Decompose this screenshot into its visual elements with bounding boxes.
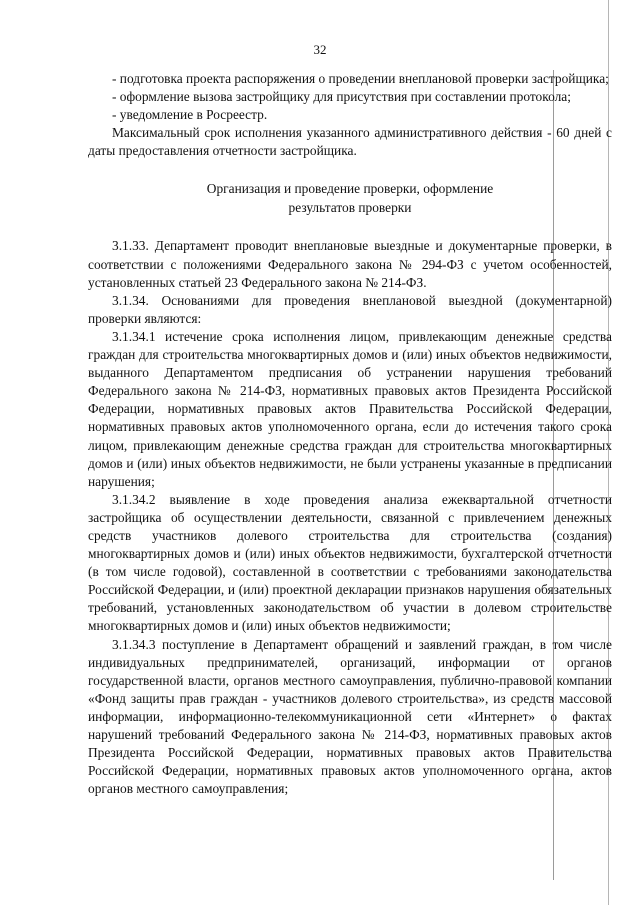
paragraph: 3.1.33. Департамент проводит внеплановые выездные и документарные проверки, в соответствии с положениями Федерального закона № 294-ФЗ с учетом особенностей, установленных статьей 23 Федерального закона № 214-ФЗ.: [88, 238, 612, 290]
heading-line: результатов проверки: [288, 199, 412, 215]
paragraph: Максимальный срок исполнения указанного административного действия - 60 дней с даты предоставления отчетности застройщика.: [88, 125, 612, 159]
paragraph: 3.1.34.1 истечение срока исполнения лицом, привлекающим денежные средства граждан для строительства многоквартирных домов и (или) иных объектов недвижимости, выданного Департаментом предписания об устранении нарушения требований Федерального закона № 214-ФЗ, нормативных правовых актов Президента Российской Федерации, нормативных правовых актов Правительства Российской Федерации, нормативных правовых актов уполномоченного органа, если до истечения такого срока лицом, привлекающим денежные средства граждан для строительства многоквартирных домов и (или) иных объектов недвижимости, не были устранены указанные в предписании нарушения;: [88, 328, 612, 489]
paragraph: 3.1.34.2 выявление в ходе проведения анализа ежеквартальной отчетности застройщика об осуществлении деятельности, связанной с привлечением денежных средств участников долевого строительства для строительства (создания) многоквартирных домов и (или) иных объектов недвижимости, бухгалтерской отчетности (в том числе годовой), составленной в соответствии с требованиями законодательства Российской Федерации, и (или) проектной декларации признаков нарушения обязательных требований, установленных законодательством об участии в долевом строительстве многоквартирных домов и (или) иных объектов недвижимости;: [88, 491, 612, 634]
list-item: - уведомление в Росреестр.: [112, 107, 268, 123]
paragraph: 3.1.34.3 поступление в Департамент обращений и заявлений граждан, в том числе индивидуальных предпринимателей, организаций, информации от органов государственной власти, органов местного самоуправления, публично-правовой компании «Фонд защиты прав граждан - участников долевого строительства», из средств массовой информации, информационно-телекоммуникационной сети «Интернет» о фактах нарушений требований Федерального закона № 214-ФЗ, нормативных правовых актов Президента Российской Федерации, нормативных правовых актов Правительства Российской Федерации, нормативных правовых актов уполномоченного органа, актов органов местного самоуправления;: [88, 636, 612, 797]
paragraph: 3.1.34. Основаниями для проведения внеплановой выездной (документарной) проверки являются:: [88, 292, 612, 326]
document-body: [88, 70, 612, 798]
list-item: - подготовка проекта распоряжения о проведении внеплановой проверки застройщика;: [112, 71, 609, 86]
page-number: 32: [313, 42, 327, 57]
list-item: - оформление вызова застройщику для присутствия при составлении протокола;: [112, 89, 571, 105]
section-heading: [88, 180, 612, 217]
heading-line: Организация и проведение проверки, оформление: [206, 181, 494, 197]
